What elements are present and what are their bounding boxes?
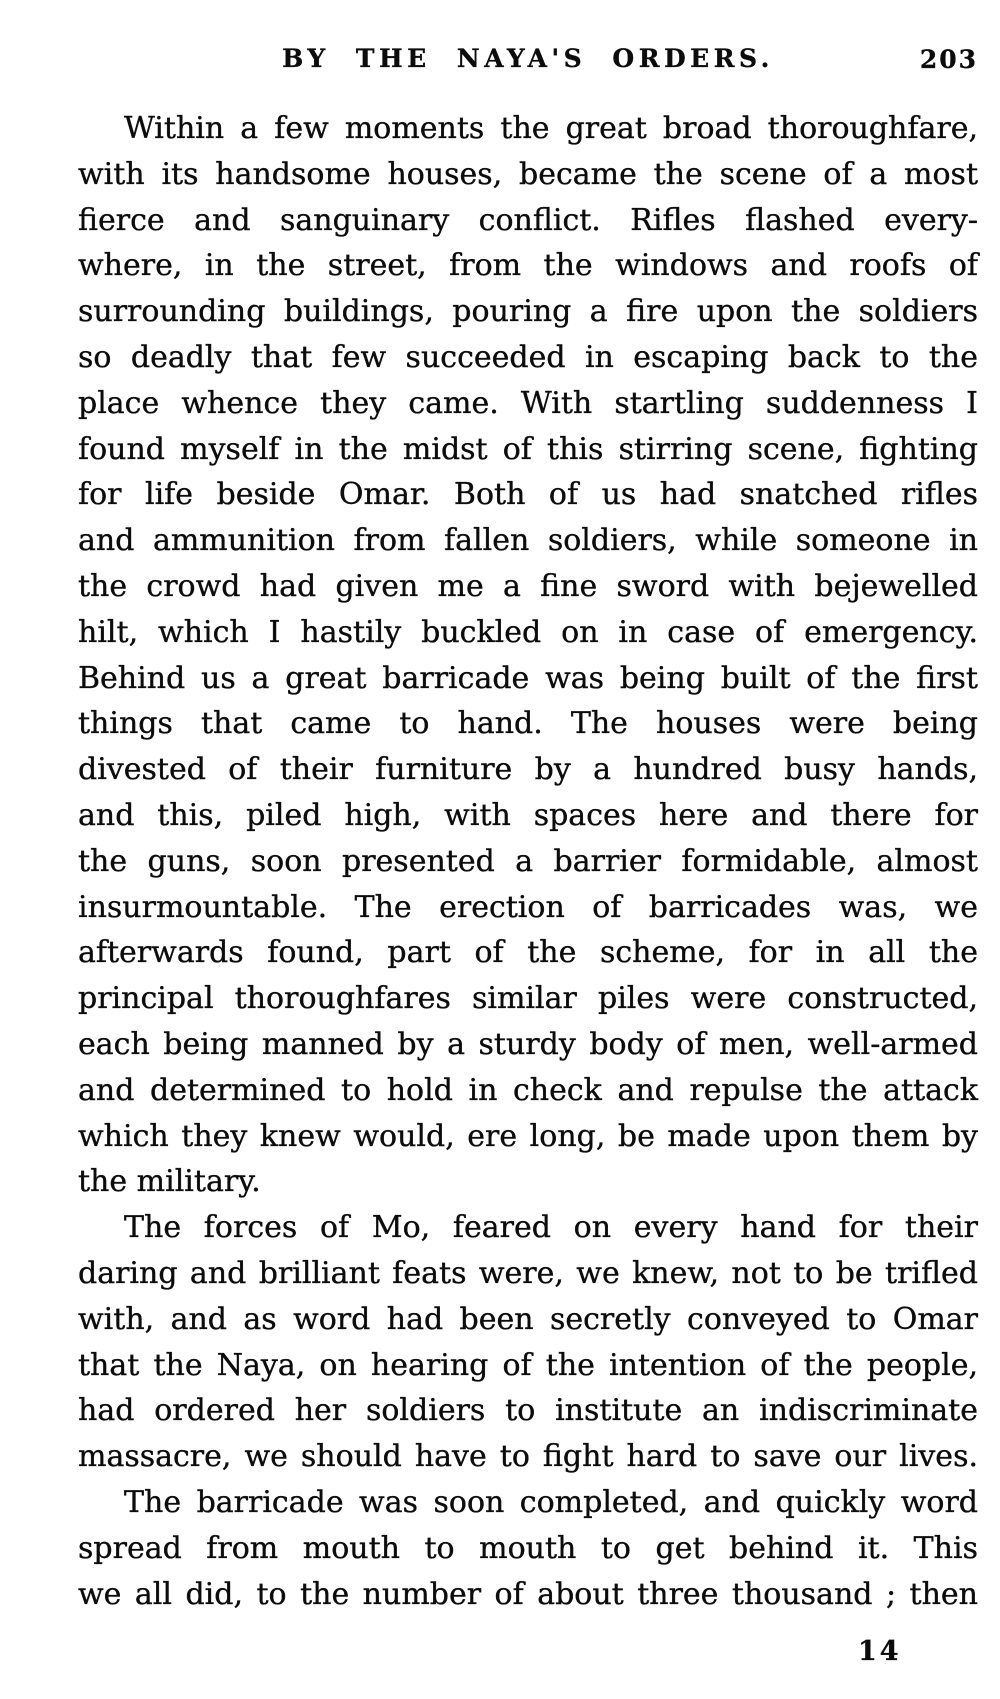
text-line: insurmountable. The erection of barricades was, we — [78, 889, 978, 925]
text-line: Behind us a great barricade was being built of the first — [78, 660, 978, 696]
text-line: hilt, which I hastily buckled on in case of emergency. — [78, 614, 978, 650]
signature-mark: 14 — [858, 1636, 902, 1667]
text-line: The barricade was soon completed, and quickly word — [124, 1484, 978, 1520]
text-line: for life beside Omar. Both of us had snatched rifles — [78, 477, 978, 513]
text-line: we all did, to the number of about three thousand ; then — [78, 1576, 978, 1612]
text-line: place whence they came. With startling suddenness I — [78, 385, 978, 421]
text-line: fierce and sanguinary conflict. Rifles flashed every- — [78, 202, 978, 238]
text-line: had ordered her soldiers to institute an indiscriminate — [78, 1393, 978, 1429]
page-text — [78, 106, 978, 1617]
text-line: and ammunition from fallen soldiers, while someone in — [78, 523, 978, 559]
page-number: 203 — [919, 45, 978, 74]
text-line: spread from mouth to mouth to get behind it. This — [78, 1530, 978, 1566]
paragraph — [78, 106, 978, 1205]
text-line: principal thoroughfares similar piles were constructed, — [78, 981, 978, 1017]
running-title: BY THE NAYA'S ORDERS. — [282, 44, 774, 73]
text-line: surrounding buildings, pouring a fire upon the soldiers — [78, 294, 978, 330]
text-line: Within a few moments the great broad thoroughfare, — [124, 111, 978, 146]
text-line: the crowd had given me a fine sword with bejewelled — [78, 568, 978, 604]
paragraph — [78, 1205, 978, 1480]
text-line: daring and brilliant feats were, we knew, not to be trifled — [78, 1255, 978, 1291]
text-line: and determined to hold in check and repulse the attack — [78, 1072, 978, 1108]
text-line: which they knew would, ere long, be made upon them by — [78, 1118, 978, 1154]
text-line: the guns, soon presented a barrier formidable, almost — [78, 843, 978, 879]
text-line: where, in the street, from the windows and roofs of — [78, 248, 978, 284]
paragraph — [78, 1480, 978, 1617]
text-line: massacre, we should have to fight hard to save our lives. — [78, 1439, 978, 1475]
text-line: with, and as word had been secretly conveyed to Omar — [78, 1301, 978, 1337]
text-line: each being manned by a sturdy body of men, well-armed — [78, 1026, 978, 1062]
text-line: The forces of Mo, feared on every hand for their — [124, 1210, 978, 1246]
text-line: afterwards found, part of the scheme, for in all the — [78, 935, 978, 971]
text-line: with its handsome houses, became the scene of a most — [78, 156, 978, 192]
text-line: found myself in the midst of this stirring scene, fighting — [78, 431, 978, 467]
text-line: that the Naya, on hearing of the intention of the people, — [78, 1347, 978, 1383]
page-header — [78, 44, 978, 73]
text-line: divested of their furniture by a hundred busy hands, — [78, 752, 978, 788]
text-line: so deadly that few succeeded in escaping back to the — [78, 339, 978, 375]
text-line: things that came to hand. The houses were being — [78, 706, 978, 742]
text-line: and this, piled high, with spaces here and there for — [78, 797, 978, 833]
text-line: the military. — [78, 1164, 261, 1200]
